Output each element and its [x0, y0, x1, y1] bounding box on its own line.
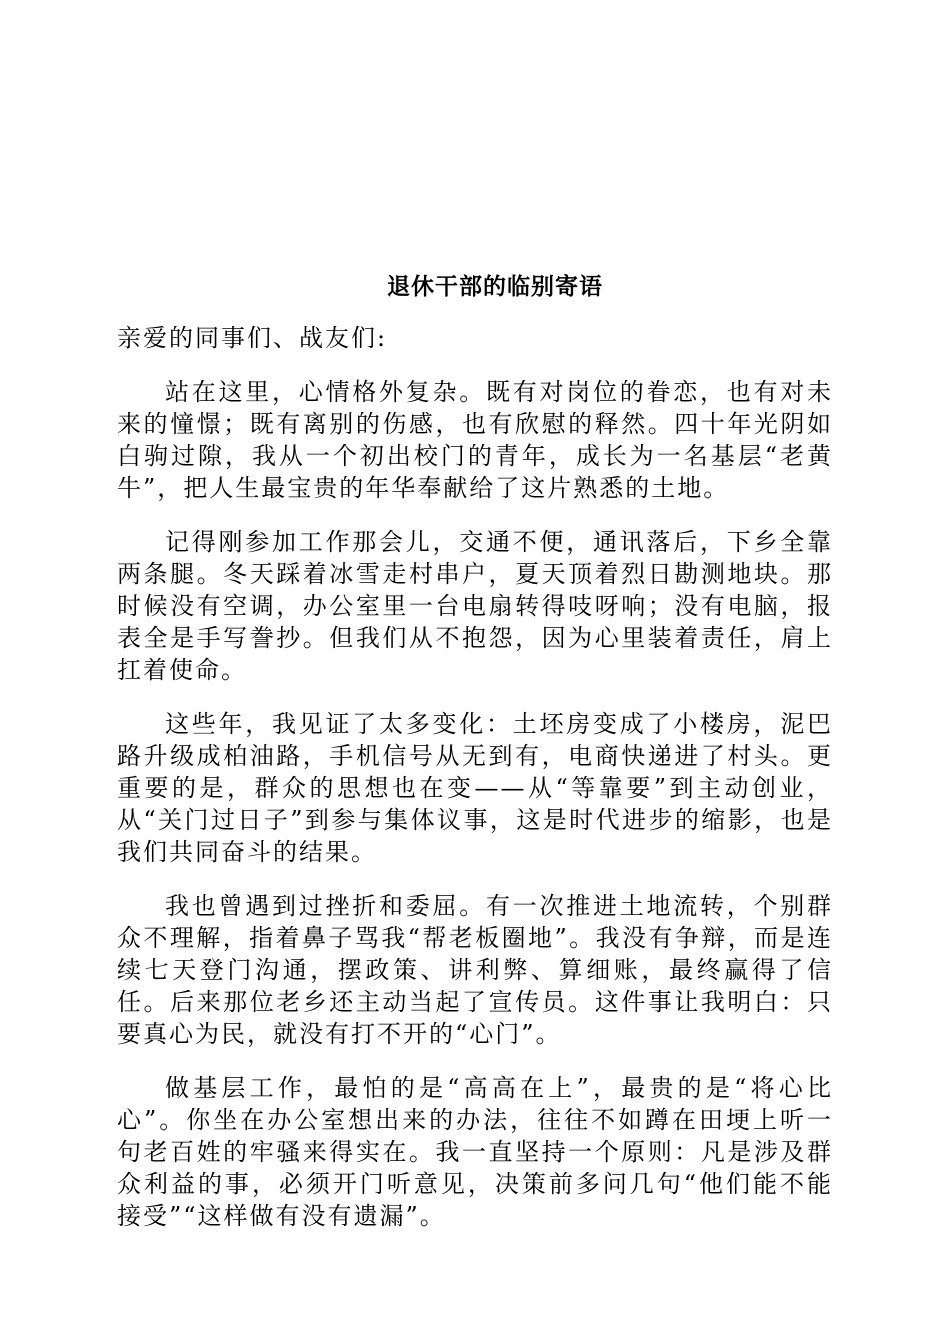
paragraph-2: 记得刚参加工作那会儿，交通不便，通讯落后，下乡全靠两条腿。冬天踩着冰雪走村串户，夏天顶着烈日勘测地块。那时候没有空调，办公室里一台电扇转得吱呀响；没有电脑，报表全是手写誊抄。但我们从不抱怨，因为心里装着责任，肩上扛着使命。: [117, 528, 833, 684]
paragraph-1: 站在这里，心情格外复杂。既有对岗位的眷恋，也有对未来的憧憬；既有离别的伤感，也有欣慰的释然。四十年光阴如白驹过隙，我从一个初出校门的青年，成长为一名基层“老黄牛”，把人生最宝贵的年华奉献给了这片熟悉的土地。: [117, 378, 833, 502]
document-body: [117, 322, 833, 1254]
paragraph-5: 做基层工作，最怕的是“高高在上”，最贵的是“将心比心”。你坐在办公室想出来的办法，往往不如蹲在田埂上听一句老百姓的牢骚来得实在。我一直坚持一个原则：凡是涉及群众利益的事，必须开门听意见，决策前多问几句“他们能不能接受”“这样做有没有遗漏”。: [117, 1074, 833, 1230]
paragraph-3: 这些年，我见证了太多变化：土坯房变成了小楼房，泥巴路升级成柏油路，手机信号从无到有，电商快递进了村头。更重要的是，群众的思想也在变——从“等靠要”到主动创业，从“关门过日子”到参与集体议事，这是时代进步的缩影，也是我们共同奋斗的结果。: [117, 710, 833, 866]
salutation: 亲爱的同事们、战友们:: [117, 324, 388, 352]
paragraph-4: 我也曾遇到过挫折和委屈。有一次推进土地流转，个别群众不理解，指着鼻子骂我“帮老板圈地”。我没有争辩，而是连续七天登门沟通，摆政策、讲利弊、算细账，最终赢得了信任。后来那位老乡还主动当起了宣传员。这件事让我明白：只要真心为民，就没有打不开的“心门”。: [117, 892, 833, 1048]
document-title: 退休干部的临别寄语: [387, 274, 603, 300]
